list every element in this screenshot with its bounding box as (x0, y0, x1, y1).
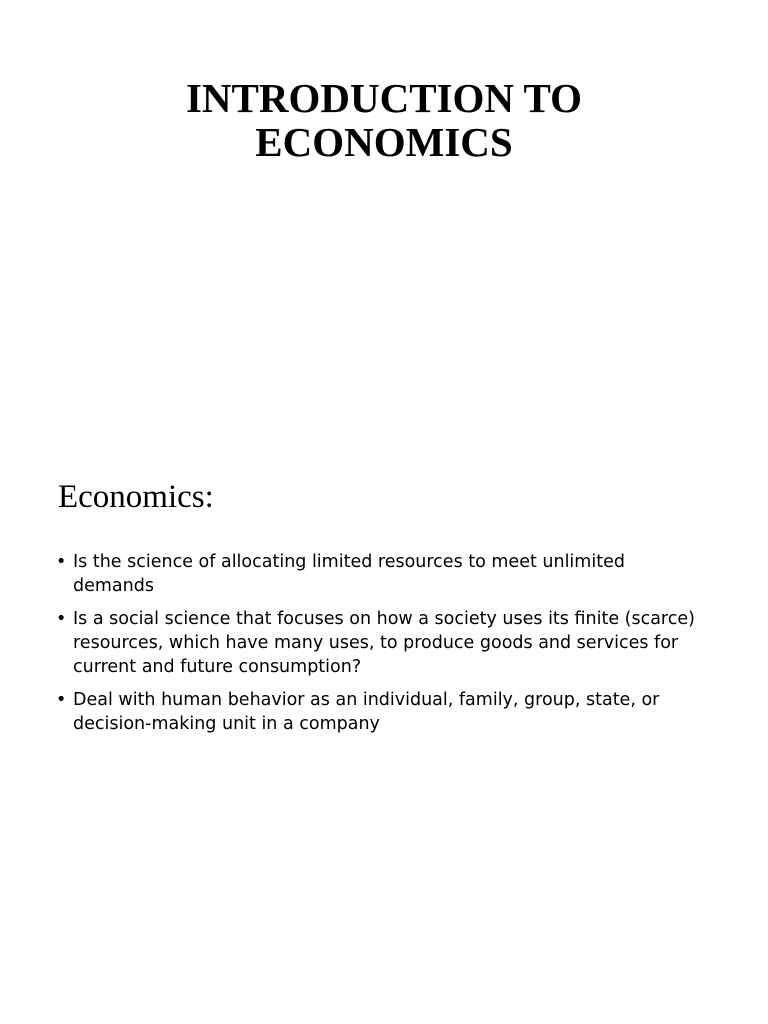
bullet-item (56, 607, 716, 679)
section-heading: Economics: (58, 479, 214, 515)
bullet-text-line: Deal with human behavior as an individual, family, group, state, or (73, 690, 660, 710)
bullet-list (56, 550, 716, 745)
page-title-line-2: ECONOMICS (255, 119, 513, 165)
page-title-line-1: INTRODUCTION TO (185, 75, 583, 121)
bullet-text-line: Is a social science that focuses on how a society uses its finite (scarce) (73, 609, 695, 629)
bullet-item (56, 688, 716, 736)
bullet-marker-icon: • (56, 552, 67, 572)
bullet-marker-icon: • (56, 609, 67, 629)
bullet-text-line: resources, which have many uses, to produce goods and services for (73, 633, 679, 653)
bullet-item (56, 550, 716, 598)
bullet-text-line: demands (73, 576, 154, 596)
page-title (0, 76, 768, 164)
bullet-text-line: current and future consumption? (73, 657, 362, 677)
bullet-marker-icon: • (56, 690, 67, 710)
bullet-text-line: Is the science of allocating limited resources to meet unlimited (73, 552, 625, 572)
bullet-text-line: decision-making unit in a company (73, 714, 380, 734)
